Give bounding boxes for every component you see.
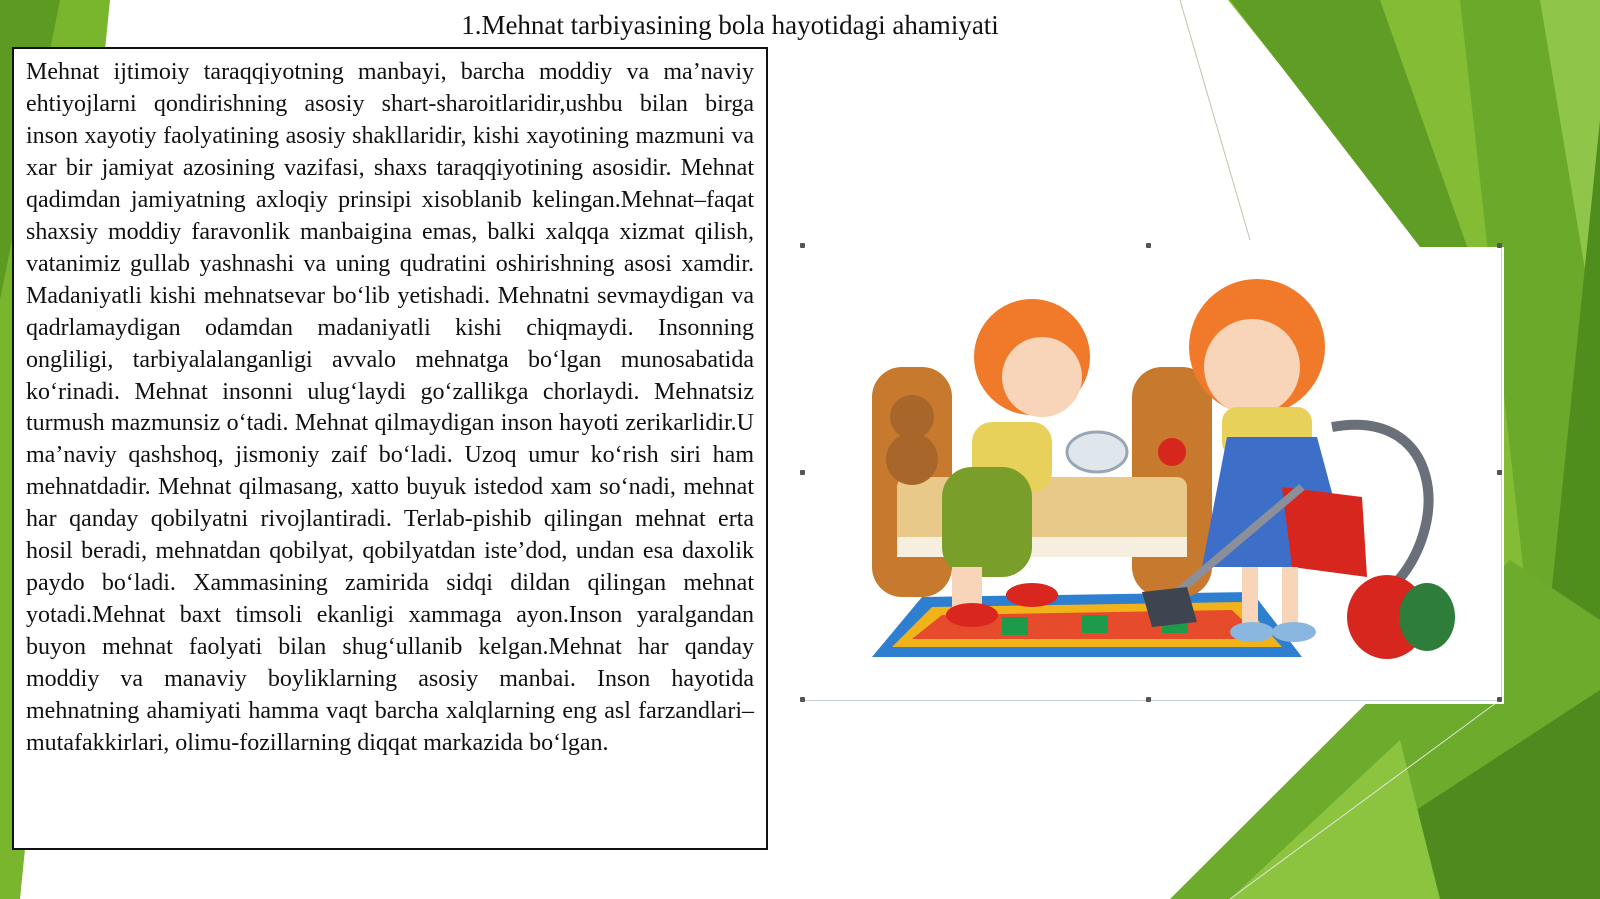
children-cleaning-illustration-icon bbox=[802, 247, 1504, 704]
slide-title: 1.Mehnat tarbiyasining bola hayotidagi ahamiyati bbox=[461, 10, 999, 40]
resize-handle-top[interactable] bbox=[1146, 243, 1151, 248]
resize-handle-left[interactable] bbox=[800, 470, 805, 475]
resize-handle-bottom-left[interactable] bbox=[800, 697, 805, 702]
illustration-picture[interactable] bbox=[802, 247, 1504, 704]
resize-handle-bottom-right[interactable] bbox=[1497, 697, 1502, 702]
selection-border-bottom bbox=[802, 700, 1502, 701]
resize-handle-bottom[interactable] bbox=[1146, 697, 1151, 702]
body-text: Mehnat ijtimoiy taraqqiyotning manbayi, barcha moddiy va ma’naviy ehtiyojlarni qondirishning asosiy shart-sharoitlaridir,ushbu bilan birga inson xayotiy faolyatining asosiy shakllaridir, kishi xayotining mazmuni va xar bir jamiyat azosining vazifasi, shaxs taraqqiyotining asosidir. Mehnat qadimdan jamiyatning axloqiy prinsipi xisoblanib kelingan.Mehnat–faqat shaxsiy moddiy faravonlik manbaigina emas, balki xalqqa xizmat qilish, vatanimiz gullab yashnashi va uning qudratini oshirishning asosi xamdir. Madaniyatli kishi mehnatsevar bo‘lib yetishadi. Mehnatni sevmaydigan va qadrlamaydigan odamdan madaniyatli kishi chiqmaydi. Insonning ongliligi, tarbiyalalanganligi avvalo mehnatga bo‘lgan munosabatida ko‘rinadi. Mehnat insonni ulug‘laydi go‘zallikga chorlaydi. Mehnatsiz turmush mazmunsiz o‘tadi. Mehnat qilmaydigan inson hayoti zerikarlidir.U ma’naviy qashshoq, jismoniy zaif bo‘ladi. Uzoq umur ko‘rish siri ham mehnatdadir. Mehnat qilmasang, xatto buyuk istedod xam so‘nadi, mehnat har qanday qobilyatni rivojlantiradi. Terlab-pishib qilingan mehnat erta hosil beradi, mehnatdan qobilyat, qobilyatdan iste’dod, undan esa daxolik paydo bo‘ladi. Xammasining zamirida sidqi dildan qilingan mehnat yotadi.Mehnat baxt timsoli ekanligi xammaga ayon.Inson yaralgandan buyon mehnat faolyati bilan shug‘ullanib kelgan.Mehnat har qanday moddiy va manaviy boyliklarning asosiy manbai. Inson hayotida mehnatning ahamiyati hamma vaqt barcha xalqlarning eng asl farzandlari–mutafakkirlari, olimu-fozillarning diqqat markazida bo‘lgan. bbox=[26, 59, 754, 757]
resize-handle-top-right[interactable] bbox=[1497, 243, 1502, 248]
body-text-box[interactable] bbox=[12, 47, 768, 850]
resize-handle-right[interactable] bbox=[1497, 470, 1502, 475]
resize-handle-top-left[interactable] bbox=[800, 243, 805, 248]
